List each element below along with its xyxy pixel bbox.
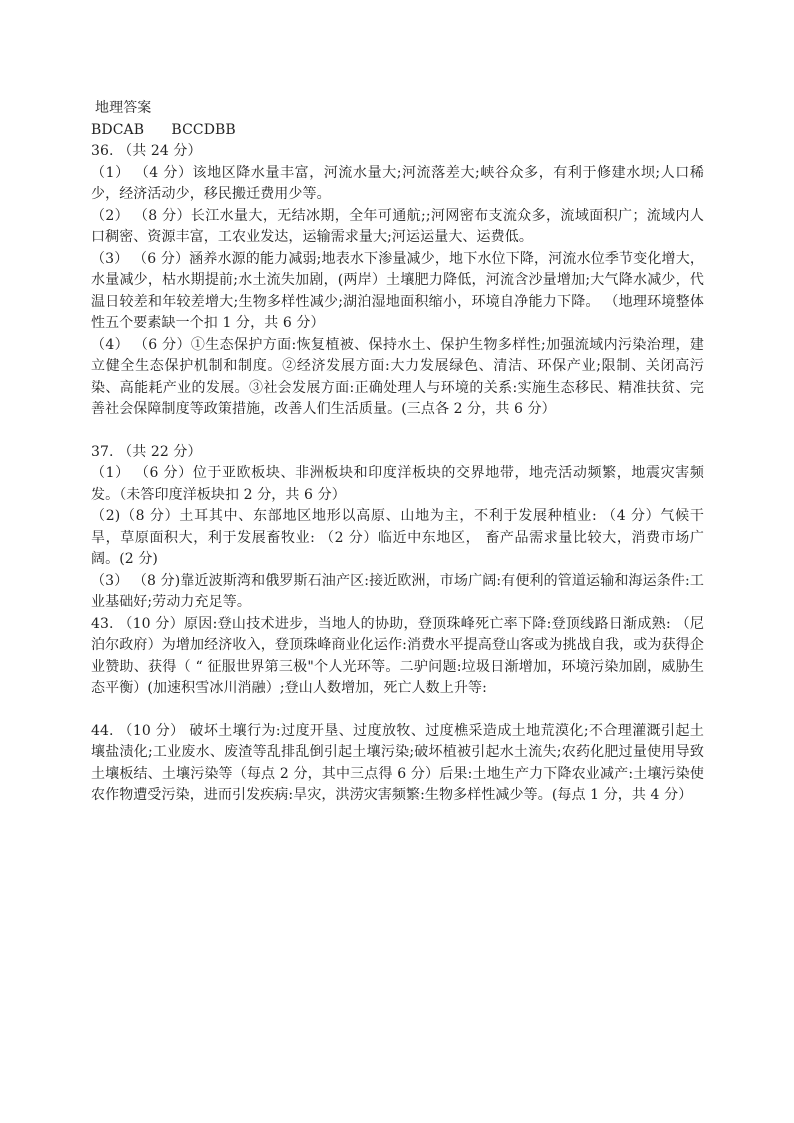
q37-part2: （2)（8 分）土耳其中、东部地区地形以高原、山地为主，不利于发展种植业: （4 分）气候干旱，草原面积大，利于发展畜牧业: （2 分）临近中东地区， 畜产品需求量比较大，消费市场广阔。(2 分) xyxy=(91,508,704,567)
spacer xyxy=(91,421,704,442)
q36-part4: （4） （6 分）①生态保护方面:恢复植被、保持水土、保护生物多样性;加强流域内污染治理，建立健全生态保护机制和制度。②经济发展方面:大力发展绿色、清洁、环保产业;限制、关闭高污染、高能耗产业的发展。③社会发展方面:正确处理人与环境的关系:实施生态移民、精准扶贫、完善社会保障制度等政策措施，改善人们生活质量。(三点各 2 分，共 6 分） xyxy=(91,336,704,417)
q36-part3: （3） （6 分）涵养水源的能力减弱;地表水下渗量减少，地下水位下降，河流水位季节变化增大，水量减少，枯水期提前;水土流失加剧，(两岸）土壤肥力降低，河流含沙量增加;大气降水减少，代温日较差和年较差增大;生物多样性减少;湖泊湿地面积缩小，环境自净能力下降。 （地理环境整体性五个要素缺一个扣 1 分，共 6 分） xyxy=(91,250,704,331)
answer-content xyxy=(91,98,704,807)
q37-header: 37. （共 22 分） xyxy=(91,443,202,460)
q44-answer: 44. （10 分） 破坏土壤行为:过度开垦、过度放牧、过度樵采造成土地荒漠化;不合理灌溉引起土壤盐渍化;工业废水、废渣等乱排乱倒引起土壤污染;破坏植被引起水土流失;农药化肥过量使用导致土壤板结、土壤污染等（每点 2 分，其中三点得 6 分）后果:土地生产力下降农业减产:土壤污染使农作物遭受污染，进而引发疾病:旱灾，洪涝灾害频繁:生物多样性减少等。(每点 1 分，共 4 分） xyxy=(91,722,704,803)
q36-part2: （2） （8 分）长江水量大，无结冰期，全年可通航;;河网密布支流众多，流域面积广；流域内人口稠密、资源丰富，工农业发达，运输需求量大;河运运量大、运费低。 xyxy=(91,207,704,245)
choice-answers: BDCAB BCCDBB xyxy=(91,121,236,138)
q43-answer: 43. （10 分）原因:登山技术进步，当地人的协助，登顶珠峰死亡率下降:登顶线路日渐成熟: （尼泊尔政府）为增加经济收入，登顶珠峰商业化运作:消费水平提高登山客或为挑战自我，或为获得企业赞助、获得（ “ 征服世界第三极"个人光环等。二驴问题:垃圾日渐增加，环境污染加剧，威胁生态平衡）(加速积雪冰川消融）;登山人数增加，死亡人数上升等: xyxy=(91,615,704,696)
page-title: 地理答案 xyxy=(95,100,152,116)
q37-part1: （1） （6 分）位于亚欧板块、非洲板块和印度洋板块的交界地带，地壳活动频繁，地震灾害频发。（未答印度洋板块扣 2 分，共 6 分） xyxy=(91,465,704,503)
q36-header: 36. （共 24 分） xyxy=(91,143,202,159)
spacer xyxy=(91,700,704,721)
q37-part3: （3） （8 分)靠近波斯湾和俄罗斯石油产区:接近欧洲，市场广阔:有便利的管道运输和海运条件:工业基础好;劳动力充足等。 xyxy=(91,572,704,610)
q36-part1: （1） （4 分）该地区降水量丰富，河流水量大;河流落差大;峡谷众多，有利于修建水坝;人口稀少，经济活动少，移民搬迁费用少等。 xyxy=(91,164,704,202)
